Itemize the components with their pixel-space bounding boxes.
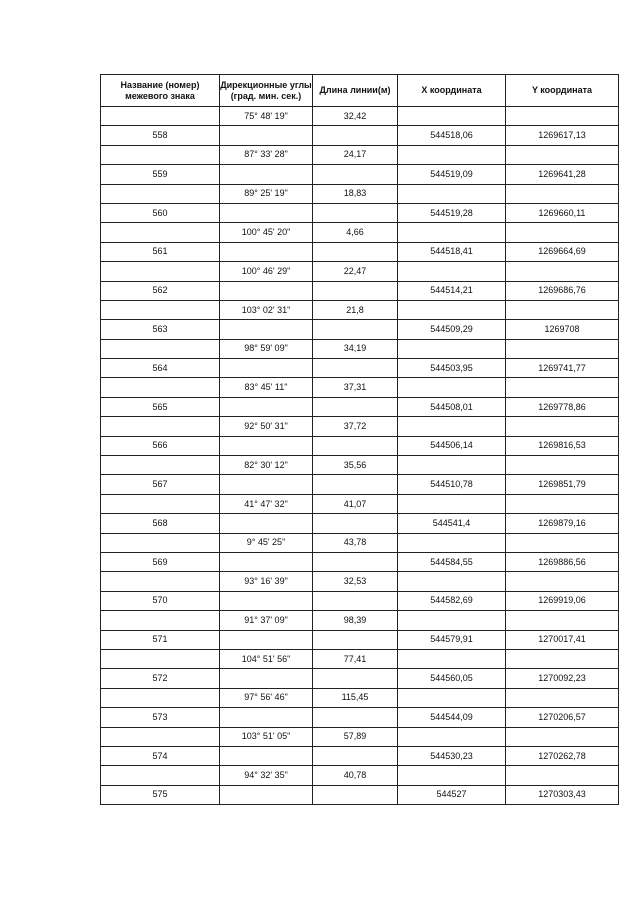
cell-y-coordinate: 1269886,56 [506,553,619,572]
cell-line-length [313,747,398,766]
cell-y-coordinate: 1269741,77 [506,359,619,378]
cell-y-coordinate: 1269686,76 [506,282,619,301]
cell-line-length [313,669,398,688]
cell-line-length [313,320,398,339]
cell-line-length: 115,45 [313,689,398,708]
cell-x-coordinate [398,301,506,320]
cell-marker-name [101,378,220,397]
cell-marker-name [101,495,220,514]
cell-bearing: 92° 50' 31" [220,417,313,436]
cell-marker-name [101,728,220,747]
table-row [101,437,619,456]
cell-marker-name [101,340,220,359]
cell-marker-name: 568 [101,514,220,533]
cell-line-length: 32,53 [313,572,398,591]
cell-marker-name [101,766,220,785]
cell-x-coordinate: 544514,21 [398,282,506,301]
cell-bearing [220,786,313,805]
cell-line-length [313,631,398,650]
cell-x-coordinate: 544518,06 [398,126,506,145]
cell-bearing: 103° 51' 05" [220,728,313,747]
cell-line-length [313,398,398,417]
table-row [101,650,619,669]
cell-marker-name: 561 [101,243,220,262]
cell-line-length: 22,47 [313,262,398,281]
cell-x-coordinate [398,146,506,165]
cell-line-length: 21,8 [313,301,398,320]
table-row [101,572,619,591]
cell-line-length [313,553,398,572]
cell-bearing: 94° 32' 35" [220,766,313,785]
header-line-length: Длина линии(м) [313,75,398,107]
cell-x-coordinate: 544519,09 [398,165,506,184]
cell-y-coordinate: 1270092,23 [506,669,619,688]
cell-line-length: 32,42 [313,107,398,126]
cell-x-coordinate: 544509,29 [398,320,506,339]
cell-y-coordinate [506,262,619,281]
cell-bearing: 83° 45' 11" [220,378,313,397]
boundary-coordinates-table [100,74,619,805]
cell-line-length: 57,89 [313,728,398,747]
cell-marker-name: 569 [101,553,220,572]
cell-bearing: 93° 16' 39" [220,572,313,591]
cell-y-coordinate: 1269641,28 [506,165,619,184]
cell-marker-name: 571 [101,631,220,650]
cell-x-coordinate [398,495,506,514]
cell-x-coordinate [398,456,506,475]
cell-y-coordinate [506,495,619,514]
table-row [101,320,619,339]
table-row [101,611,619,630]
cell-line-length: 24,17 [313,146,398,165]
cell-y-coordinate [506,534,619,553]
cell-y-coordinate: 1270303,43 [506,786,619,805]
table-row [101,146,619,165]
cell-y-coordinate: 1269778,86 [506,398,619,417]
cell-line-length [313,282,398,301]
cell-line-length [313,204,398,223]
table-row [101,262,619,281]
cell-y-coordinate [506,340,619,359]
cell-x-coordinate [398,650,506,669]
cell-x-coordinate: 544510,78 [398,475,506,494]
cell-x-coordinate [398,572,506,591]
table-row [101,359,619,378]
cell-y-coordinate [506,689,619,708]
cell-x-coordinate: 544579,91 [398,631,506,650]
cell-marker-name [101,689,220,708]
table-row [101,243,619,262]
header-x-coordinate: X координата [398,75,506,107]
cell-y-coordinate [506,107,619,126]
table-row [101,766,619,785]
cell-marker-name: 565 [101,398,220,417]
cell-bearing [220,669,313,688]
cell-line-length: 37,31 [313,378,398,397]
cell-marker-name: 573 [101,708,220,727]
cell-line-length [313,592,398,611]
cell-x-coordinate: 544530,23 [398,747,506,766]
cell-y-coordinate [506,456,619,475]
cell-bearing: 104° 51' 56" [220,650,313,669]
cell-y-coordinate: 1269708 [506,320,619,339]
header-y-coordinate: Y координата [506,75,619,107]
cell-marker-name [101,456,220,475]
table-row [101,708,619,727]
cell-y-coordinate [506,223,619,242]
cell-marker-name [101,146,220,165]
table-row [101,553,619,572]
cell-marker-name [101,107,220,126]
cell-x-coordinate: 544518,41 [398,243,506,262]
cell-y-coordinate: 1270262,78 [506,747,619,766]
cell-bearing: 82° 30' 12" [220,456,313,475]
cell-bearing [220,359,313,378]
cell-y-coordinate: 1270017,41 [506,631,619,650]
cell-x-coordinate: 544584,55 [398,553,506,572]
cell-x-coordinate [398,340,506,359]
cell-x-coordinate: 544582,69 [398,592,506,611]
cell-bearing: 75° 48' 19" [220,107,313,126]
cell-bearing: 100° 45' 20" [220,223,313,242]
cell-marker-name [101,223,220,242]
cell-marker-name [101,650,220,669]
cell-x-coordinate [398,262,506,281]
cell-y-coordinate [506,185,619,204]
cell-x-coordinate: 544527 [398,786,506,805]
table-row [101,185,619,204]
table-row [101,475,619,494]
cell-line-length [313,786,398,805]
table-row [101,456,619,475]
cell-y-coordinate [506,301,619,320]
table-row [101,689,619,708]
cell-x-coordinate [398,107,506,126]
cell-y-coordinate: 1269660,11 [506,204,619,223]
cell-marker-name: 567 [101,475,220,494]
table-row [101,165,619,184]
cell-x-coordinate: 544541,4 [398,514,506,533]
cell-bearing [220,282,313,301]
cell-bearing [220,320,313,339]
table-row [101,631,619,650]
cell-bearing: 103° 02' 31" [220,301,313,320]
cell-x-coordinate [398,766,506,785]
cell-y-coordinate: 1269879,16 [506,514,619,533]
cell-bearing [220,514,313,533]
cell-bearing: 91° 37' 09" [220,611,313,630]
cell-y-coordinate: 1269617,13 [506,126,619,145]
table-row [101,204,619,223]
table-row [101,126,619,145]
cell-bearing [220,747,313,766]
table-row [101,747,619,766]
cell-line-length: 43,78 [313,534,398,553]
cell-bearing [220,165,313,184]
cell-bearing [220,592,313,611]
cell-bearing [220,708,313,727]
cell-line-length [313,243,398,262]
cell-x-coordinate: 544506,14 [398,437,506,456]
cell-y-coordinate: 1269851,79 [506,475,619,494]
cell-x-coordinate [398,223,506,242]
cell-line-length: 35,56 [313,456,398,475]
cell-bearing [220,204,313,223]
cell-y-coordinate [506,572,619,591]
table-row [101,669,619,688]
cell-x-coordinate [398,185,506,204]
cell-marker-name [101,611,220,630]
table-row [101,786,619,805]
cell-marker-name: 566 [101,437,220,456]
cell-marker-name: 562 [101,282,220,301]
cell-marker-name: 575 [101,786,220,805]
cell-bearing [220,437,313,456]
cell-x-coordinate [398,534,506,553]
cell-bearing: 9° 45' 25" [220,534,313,553]
cell-y-coordinate [506,766,619,785]
table-row [101,301,619,320]
cell-line-length: 40,78 [313,766,398,785]
cell-bearing [220,631,313,650]
cell-bearing: 98° 59' 09" [220,340,313,359]
cell-y-coordinate [506,146,619,165]
cell-bearing [220,398,313,417]
cell-x-coordinate: 544560,05 [398,669,506,688]
table-body [101,107,619,805]
cell-line-length: 98,39 [313,611,398,630]
header-bearing: Дирекционные углы (град. мин. сек.) [220,75,313,107]
table-row [101,340,619,359]
cell-y-coordinate: 1269919,06 [506,592,619,611]
cell-marker-name [101,185,220,204]
table-row [101,495,619,514]
cell-y-coordinate [506,650,619,669]
cell-x-coordinate: 544508,01 [398,398,506,417]
cell-line-length [313,165,398,184]
cell-marker-name: 560 [101,204,220,223]
cell-x-coordinate: 544503,95 [398,359,506,378]
cell-y-coordinate [506,378,619,397]
cell-x-coordinate [398,417,506,436]
cell-bearing: 41° 47' 32" [220,495,313,514]
cell-bearing [220,126,313,145]
cell-marker-name: 564 [101,359,220,378]
cell-line-length: 18,83 [313,185,398,204]
cell-bearing: 97° 56' 46" [220,689,313,708]
cell-marker-name [101,262,220,281]
cell-y-coordinate [506,611,619,630]
cell-y-coordinate [506,728,619,747]
table-row [101,592,619,611]
cell-bearing: 87° 33' 28" [220,146,313,165]
table-row [101,398,619,417]
cell-x-coordinate [398,728,506,747]
cell-x-coordinate: 544519,28 [398,204,506,223]
cell-marker-name: 559 [101,165,220,184]
table-row [101,282,619,301]
cell-line-length [313,126,398,145]
table-row [101,107,619,126]
cell-bearing: 89° 25' 19" [220,185,313,204]
cell-y-coordinate [506,417,619,436]
cell-y-coordinate: 1269664,69 [506,243,619,262]
cell-line-length [313,437,398,456]
cell-marker-name: 574 [101,747,220,766]
cell-line-length: 37,72 [313,417,398,436]
cell-x-coordinate [398,689,506,708]
cell-line-length [313,359,398,378]
cell-marker-name: 570 [101,592,220,611]
cell-line-length [313,708,398,727]
table-row [101,728,619,747]
cell-x-coordinate [398,378,506,397]
cell-bearing [220,553,313,572]
table-row [101,534,619,553]
cell-marker-name: 558 [101,126,220,145]
cell-marker-name [101,417,220,436]
cell-marker-name [101,301,220,320]
cell-bearing [220,243,313,262]
cell-marker-name [101,534,220,553]
cell-y-coordinate: 1270206,57 [506,708,619,727]
cell-line-length: 4,66 [313,223,398,242]
cell-bearing: 100° 46' 29" [220,262,313,281]
cell-line-length: 34,19 [313,340,398,359]
cell-y-coordinate: 1269816,53 [506,437,619,456]
cell-line-length: 41,07 [313,495,398,514]
table-row [101,378,619,397]
cell-marker-name [101,572,220,591]
cell-bearing [220,475,313,494]
table-header-row [101,75,619,107]
cell-line-length [313,514,398,533]
table-row [101,223,619,242]
header-marker-name: Название (номер) межевого знака [101,75,220,107]
cell-x-coordinate: 544544,09 [398,708,506,727]
cell-x-coordinate [398,611,506,630]
table-row [101,514,619,533]
cell-marker-name: 563 [101,320,220,339]
cell-marker-name: 572 [101,669,220,688]
table-row [101,417,619,436]
cell-line-length [313,475,398,494]
cell-line-length: 77,41 [313,650,398,669]
